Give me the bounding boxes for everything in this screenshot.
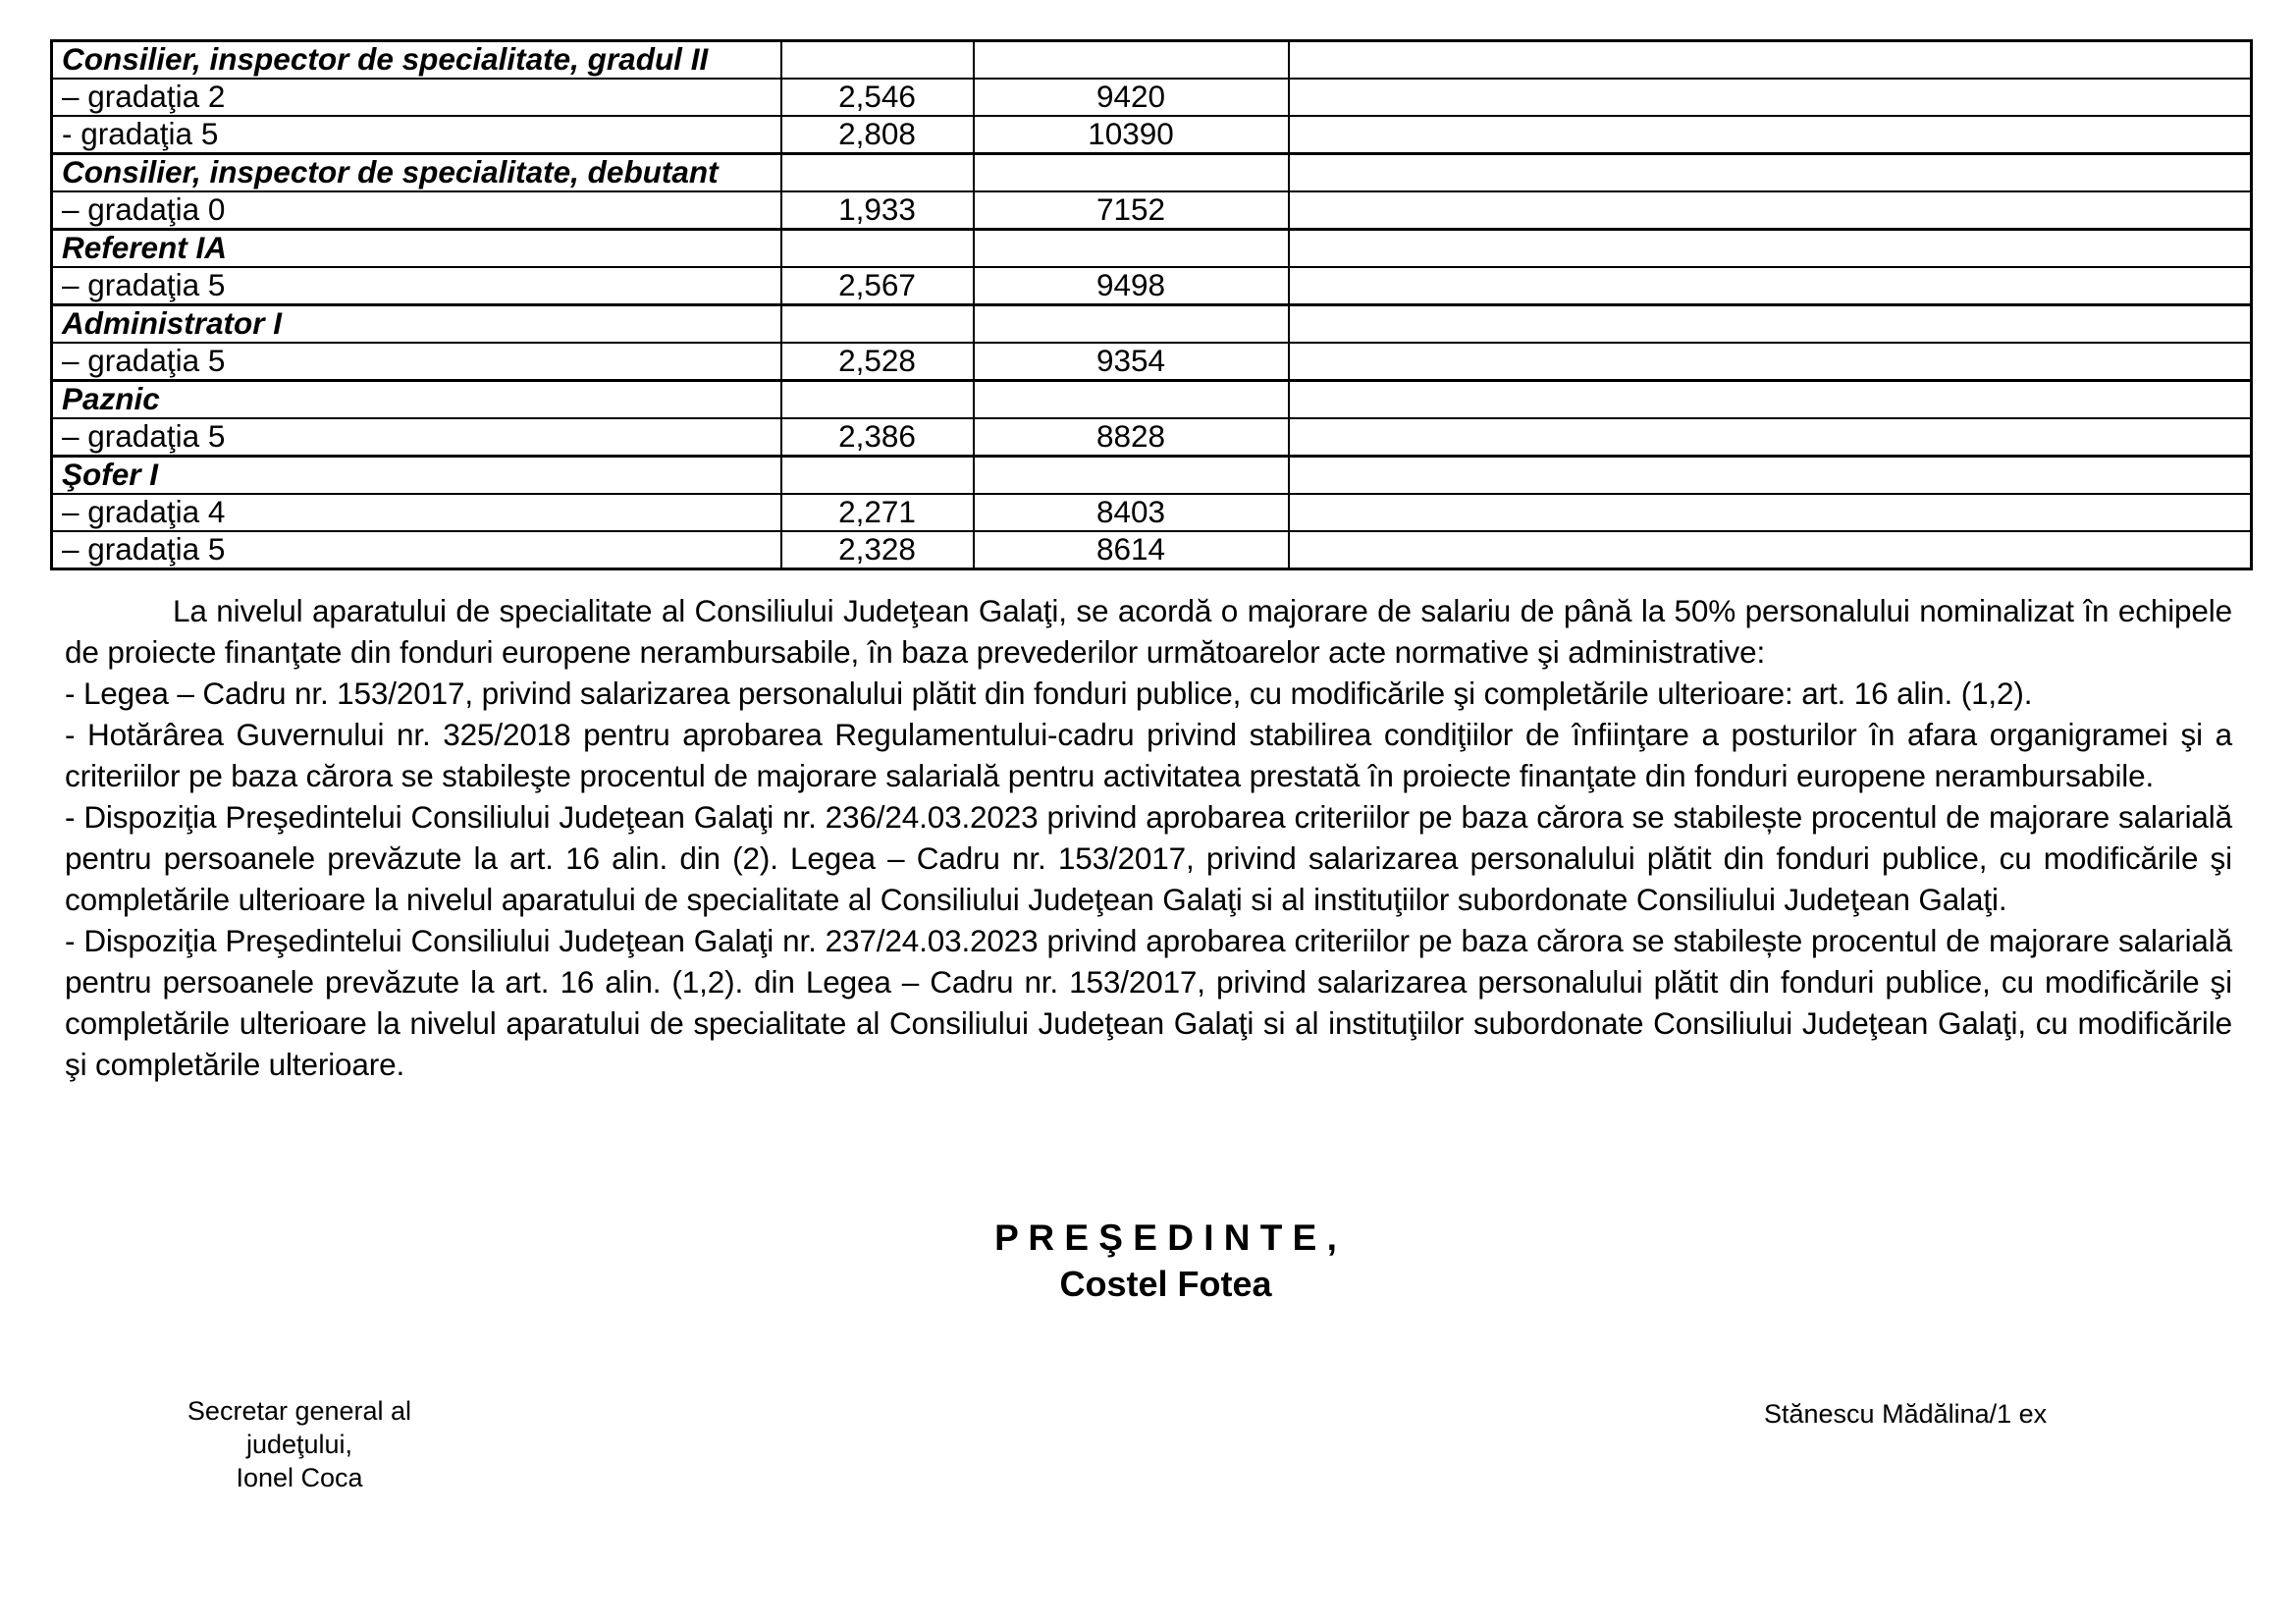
empty-cell [1289,494,2252,531]
position-label: Referent IA [52,230,781,268]
coefficient-cell [781,305,974,344]
coefficient-cell: 2,808 [781,116,974,154]
gradation-label: – gradaţia 5 [52,343,781,381]
coefficient-cell [781,381,974,419]
table-row-category [52,230,2252,268]
amount-cell [974,230,1289,268]
table-row-category [52,41,2252,80]
empty-cell [1289,381,2252,419]
position-label: Şofer I [52,457,781,495]
body-text-block [65,590,2232,1085]
legal-reference-item: - Legea – Cadru nr. 153/2017, privind salarizarea personalului plătit din fonduri publice, cu modificările şi completările ulterioare: art. 16 alin. (1,2). [65,676,2033,711]
gradation-label: – gradaţia 2 [52,79,781,116]
amount-cell: 7152 [974,191,1289,230]
president-name: Costel Fotea [1059,1264,1272,1304]
table-row [52,343,2252,381]
drafted-by-note: Stănescu Mădălina/1 ex [1764,1399,2048,1429]
amount-cell: 8828 [974,418,1289,457]
amount-cell [974,154,1289,192]
position-label: Paznic [52,381,781,419]
empty-cell [1289,457,2252,495]
amount-cell: 8403 [974,494,1289,531]
intro-paragraph: La nivelul aparatului de specialitate al Consiliului Judeţean Galaţi, se acordă o majorare de salariu de până la 50% personalului nominalizat în echipele de proiecte finanţate din fonduri europene nerambursabile, în baza prevederilor următoarelor acte normative şi administrative: [65,593,2232,670]
gradation-label: – gradaţia 4 [52,494,781,531]
table-row [52,267,2252,305]
table-row-category [52,154,2252,192]
amount-cell: 9354 [974,343,1289,381]
coefficient-cell: 2,567 [781,267,974,305]
table-row-category [52,305,2252,344]
amount-cell: 10390 [974,116,1289,154]
gradation-label: - gradaţia 5 [52,116,781,154]
gradation-label: – gradaţia 0 [52,191,781,230]
gradation-label: – gradaţia 5 [52,418,781,457]
coefficient-cell: 2,528 [781,343,974,381]
empty-cell [1289,418,2252,457]
empty-cell [1289,41,2252,80]
coefficient-cell: 2,271 [781,494,974,531]
empty-cell [1289,343,2252,381]
coefficient-cell [781,457,974,495]
empty-cell [1289,230,2252,268]
coefficient-cell: 2,328 [781,531,974,569]
legal-reference-item: - Dispoziţia Preşedintelui Consiliului Judeţean Galaţi nr. 236/24.03.2023 privind aprobarea criteriilor pe baza cărora se stabilește procentul de majorare salarială pentru persoanele prevăzute la art. 16 alin. din (2). Legea – Cadru nr. 153/2017, privind salarizarea personalului plătit din fonduri publice, cu modificările şi completările ulterioare la nivelul aparatului de specialitate al Consiliului Judeţean Galaţi si al instituţiilor subordonate Consiliului Judeţean Galaţi. [65,799,2232,917]
gradation-label: – gradaţia 5 [52,531,781,569]
amount-cell: 8614 [974,531,1289,569]
empty-cell [1289,154,2252,192]
salary-grades-table [50,39,2253,570]
legal-reference-item: - Hotărârea Guvernului nr. 325/2018 pentru aprobarea Regulamentului-cadru privind stabilirea condiţiilor de înfiinţare a posturilor în afara organigramei şi a criteriilor pe baza cărora se stabileşte procentul de majorare salarială pentru activitatea prestată în proiecte finanţate din fonduri europene nerambursabile. [65,717,2232,793]
empty-cell [1289,267,2252,305]
gradation-label: – gradaţia 5 [52,267,781,305]
coefficient-cell: 2,386 [781,418,974,457]
amount-cell [974,457,1289,495]
secretary-name: Ionel Coca [236,1463,363,1492]
coefficient-cell [781,154,974,192]
coefficient-cell: 1,933 [781,191,974,230]
table-row [52,418,2252,457]
secretary-title: Secretar general al judeţului, [187,1396,412,1459]
amount-cell [974,381,1289,419]
empty-cell [1289,79,2252,116]
position-label: Consilier, inspector de specialitate, gradul II [52,41,781,80]
position-label: Consilier, inspector de specialitate, debutant [52,154,781,192]
amount-cell [974,41,1289,80]
coefficient-cell [781,41,974,80]
table-row [52,116,2252,154]
empty-cell [1289,305,2252,344]
empty-cell [1289,531,2252,569]
amount-cell [974,305,1289,344]
coefficient-cell [781,230,974,268]
legal-reference-item: - Dispoziţia Preşedintelui Consiliului Judeţean Galaţi nr. 237/24.03.2023 privind aprobarea criteriilor pe baza cărora se stabilește procentul de majorare salarială pentru persoanele prevăzute la art. 16 alin. (1,2). din Legea – Cadru nr. 153/2017, privind salarizarea personalului plătit din fonduri publice, cu modificările şi completările ulterioare la nivelul aparatului de specialitate al Consiliului Judeţean Galaţi si al instituţiilor subordonate Consiliului Judeţean Galaţi, cu modificările şi completările ulterioare. [65,923,2232,1082]
table-row-category [52,457,2252,495]
table-row [52,531,2252,569]
secretary-signature-block [137,1394,461,1494]
president-signature-block [65,1216,2267,1308]
coefficient-cell: 2,546 [781,79,974,116]
empty-cell [1289,116,2252,154]
empty-cell [1289,191,2252,230]
amount-cell: 9420 [974,79,1289,116]
table-row [52,79,2252,116]
table-row [52,191,2252,230]
president-title: P R E Ş E D I N T E , [994,1218,1337,1258]
amount-cell: 9498 [974,267,1289,305]
table-row [52,494,2252,531]
position-label: Administrator I [52,305,781,344]
table-row-category [52,381,2252,419]
